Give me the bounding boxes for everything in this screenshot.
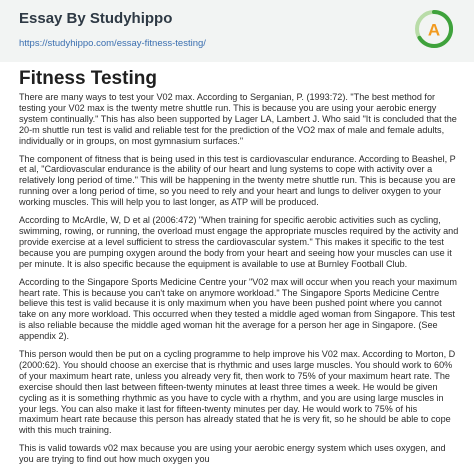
paragraph: According to McArdle, W, D et al (2006:472) "When training for specific aerobic activities such as cycling, swimming, rowing, or running, the overload must engage the appropriate muscles required by the activity and provide exercise at a level sufficient to stress the cardiovascular system." This makes it specific to the test because you are pumping oxygen around the body from your heart and seeing how your muscles can use it per minute. It is also specific because the equipment is available to use at Burnley Football Club. <box>19 215 459 269</box>
paragraph: This is valid towards v02 max because you are using your aerobic energy system which uses oxygen, and you are trying to find out how much oxygen you <box>19 443 446 465</box>
site-header <box>0 0 474 62</box>
studyhippo-logo-icon[interactable] <box>414 9 454 49</box>
paragraph: This person would then be put on a cycling programme to help improve his V02 max. According to Morton, D (2000:62). You should choose an exercise that is rhythmic and uses large muscles. You should work to 60% of your maximum heart rate, unless you already very fit, then work to 75% of your maximum heart rate. The exercise should then last between fifteen-twenty minutes at least three times a week. He would be given cycling as it is something rhythmic as you have to cycle with a rhythm, and you are using large muscles in your legs. You can also make it last for fifteen-twenty minutes per day. He would work to 75% of his maximum heart rate because this person has already stated that he is very fit, so he should be able to cope with this much training. <box>19 349 456 436</box>
paragraph: There are many ways to test your V02 max. According to Serganian, P. (1993:72). "The best method for testing your V02 max is the twenty metre shuttle run. This is because you are using your aerobic energy system continually." This has also been supported by Lager LA, Lambert J. Who said "It is concluded that the 20-m shuttle run test is valid and reliable test for the prediction of the VO2 max of male and female adults, individually or in groups, on most gymnasium surfaces." <box>19 92 457 146</box>
site-title[interactable]: Essay By Studyhippo <box>19 10 173 27</box>
page-title: Fitness Testing <box>19 68 157 89</box>
paragraph: The component of fitness that is being used in this test is cardiovascular endurance. According to Beashel, P et al, "Cardiovascular endurance is the ability of our heart and lung systems to cope with activity over a relatively long period of time." This will be happening in the twenty metre shuttle run. This is because you are running over a long period of time, so you need to rely and your heart and lungs to deliver oxygen to your working muscles. This will help you to last longer, as ATP will be produced. <box>19 153 456 208</box>
article-body <box>19 92 459 472</box>
page-url[interactable]: https://studyhippo.com/essay-fitness-testing/ <box>19 38 206 49</box>
paragraph: According to the Singapore Sports Medicine Centre your "V02 max will occur when you reach your maximum heart rate. This is because you can't take on anymore workload." The Singapore Sports Medicine Centre believe this test is valid because it is only maximum when you have been pushed point where you cannot take on any more workload. This occurred when they tested a middle aged woman from Singapore. This test is also reliable because the middle aged woman hit the average for a person her age in Singapore. (See appendix 2). <box>19 276 457 342</box>
logo-letter: A <box>427 20 441 40</box>
